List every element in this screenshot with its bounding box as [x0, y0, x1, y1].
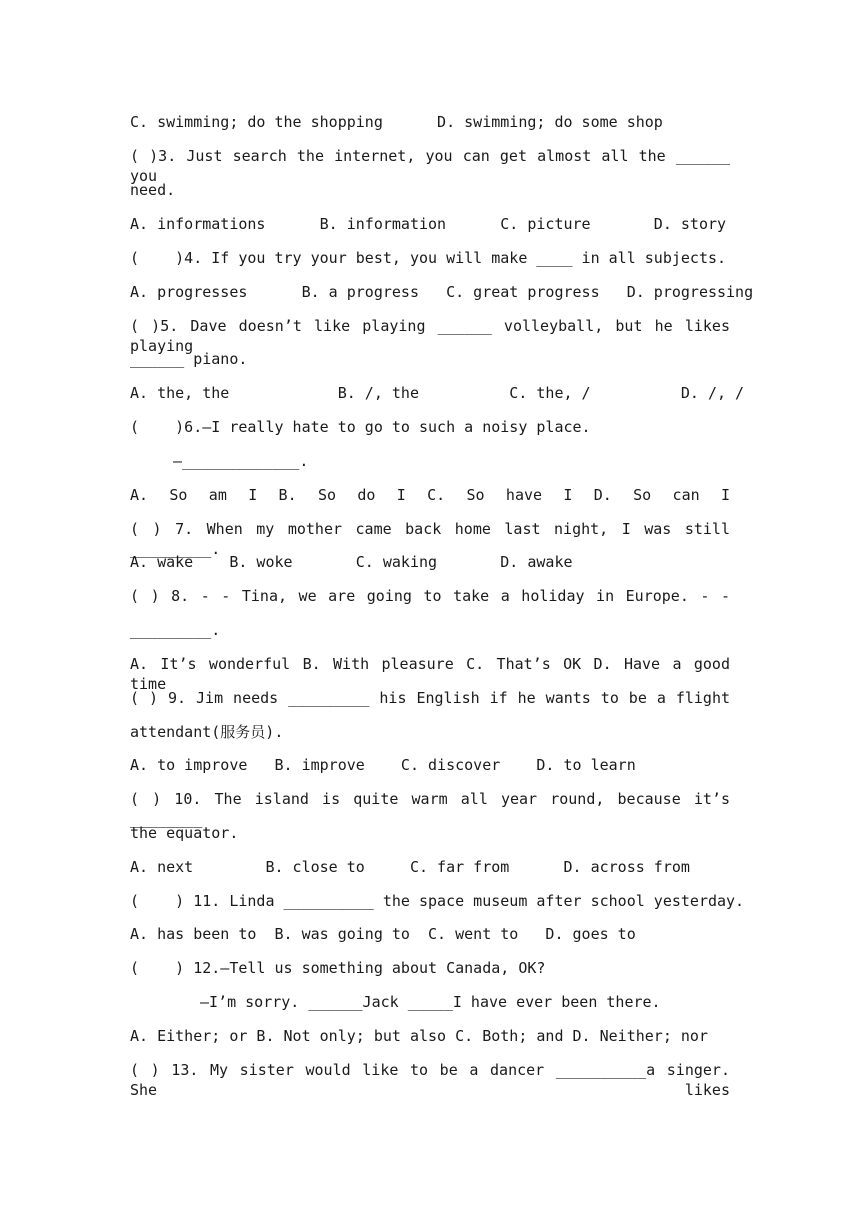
dialogue-reply: —_____________. [173, 452, 309, 470]
options-5: A. the, the B. /, the C. the, / D. /, / [130, 384, 745, 402]
question-6: ( )6.—I really hate to go to such a noisy place. [130, 418, 591, 436]
question-8: ( ) 8. - - Tina, we are going to take a holiday in Europe. - - [130, 587, 730, 605]
options-12: A. Either; or B. Not only; but also C. Both; and D. Neither; nor [130, 1027, 708, 1045]
text-line: C. swimming; do the shopping D. swimming; do some shop [130, 113, 663, 131]
options-10: A. next B. close to C. far from D. across from [130, 858, 690, 876]
options-9: A. to improve B. improve C. discover D. to learn [130, 756, 636, 774]
options-4: A. progresses B. a progress C. great progress D. progressing [130, 283, 754, 301]
question-10: ( ) 10. The island is quite warm all year round, because it’s ________ [130, 790, 730, 828]
options-8: A. It’s wonderful B. With pleasure C. That’s OK D. Have a good time [130, 655, 730, 693]
text-line: ______ piano. [130, 350, 248, 368]
text-line: the equator. [130, 824, 239, 842]
question-9: ( ) 9. Jim needs _________ his English if he wants to be a flight [130, 689, 730, 707]
options-6: A. So am I B. So do I C. So have I D. So can I [130, 486, 730, 504]
text-line: attendant(服务员). [130, 723, 284, 741]
question-7: ( ) 7. When my mother came back home last night, I was still _________. [130, 520, 730, 558]
question-4: ( )4. If you try your best, you will make ____ in all subjects. [130, 249, 727, 267]
text-line: need. [130, 181, 176, 199]
question-5: ( )5. Dave doesn’t like playing ______ volleyball, but he likes playing [130, 317, 730, 355]
options-11: A. has been to B. was going to C. went to D. goes to [130, 925, 636, 943]
question-13: ( ) 13. My sister would like to be a dancer __________a singer. She likes [130, 1061, 730, 1099]
options-3: A. informations B. information C. picture D. story [130, 215, 727, 233]
text-line: _________. [130, 621, 221, 639]
question-3: ( )3. Just search the internet, you can get almost all the ______ you [130, 147, 730, 185]
question-11: ( ) 11. Linda __________ the space museum after school yesterday. [130, 892, 745, 910]
options-7: A. wake B. woke C. waking D. awake [130, 553, 573, 571]
question-12: ( ) 12.—Tell us something about Canada, OK? [130, 959, 546, 977]
dialogue-reply: —I’m sorry. ______Jack _____I have ever been there. [200, 993, 661, 1011]
